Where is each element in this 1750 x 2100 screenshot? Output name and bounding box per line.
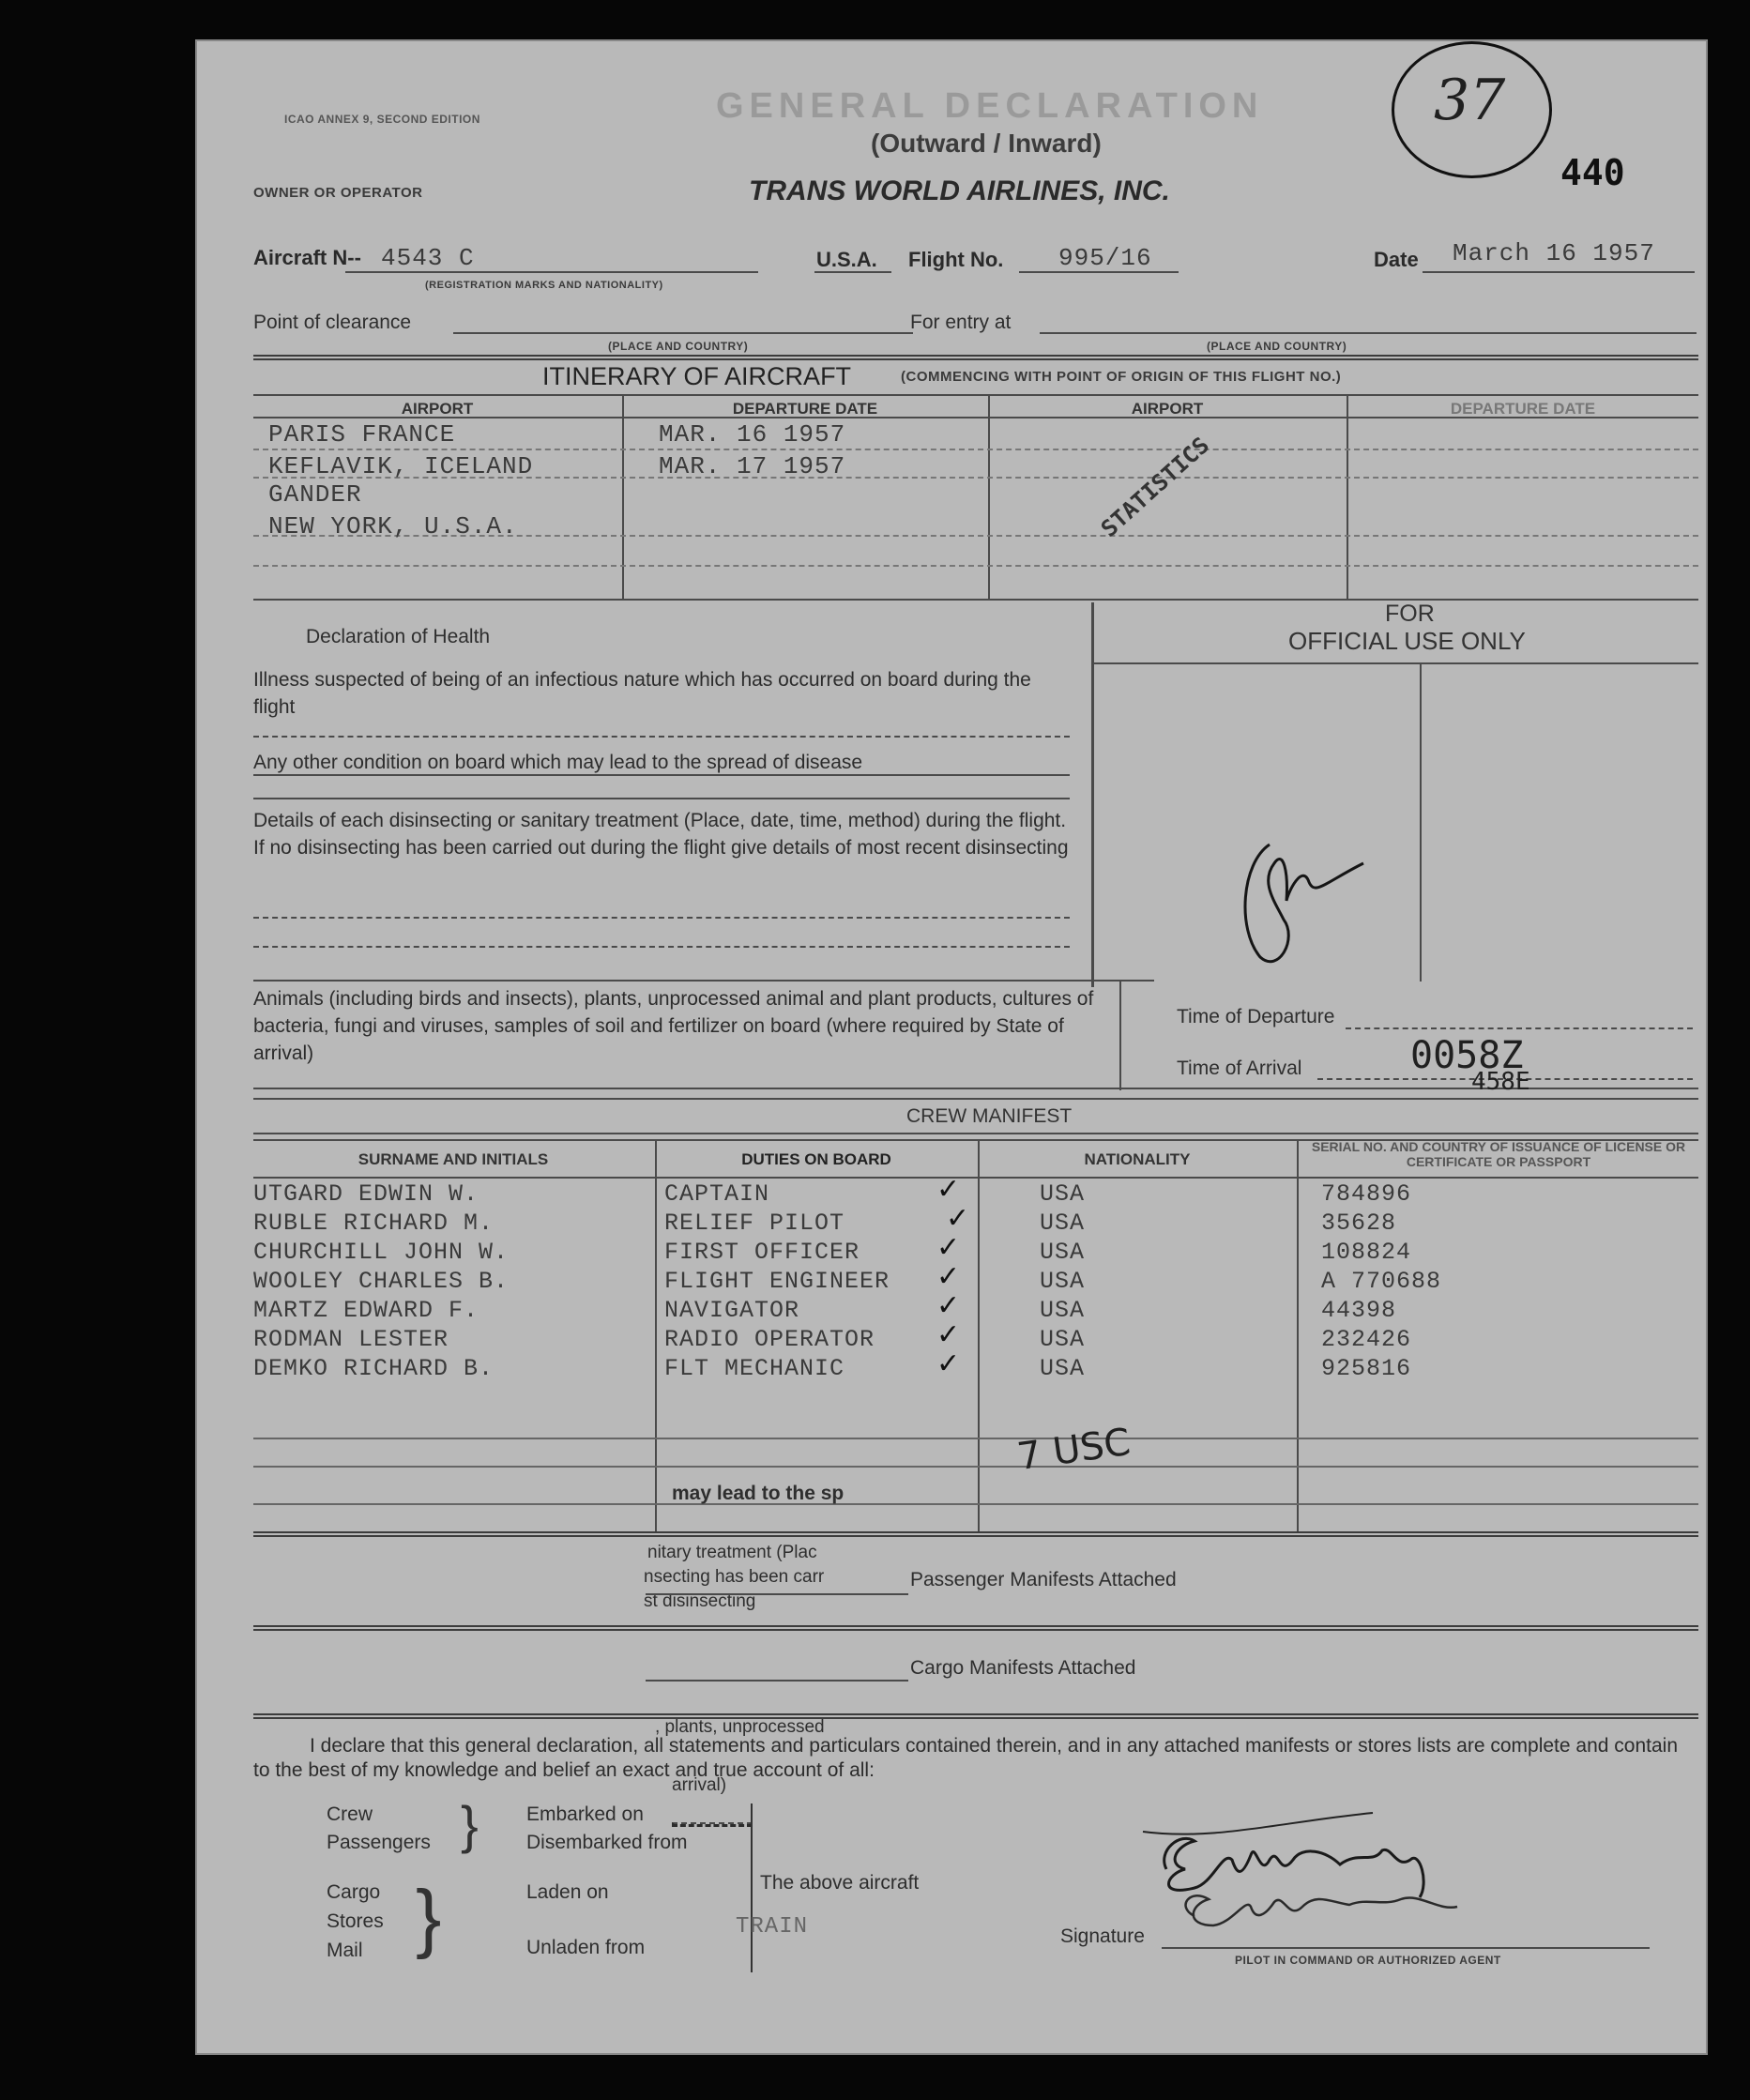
itinerary-row: GANDER	[268, 480, 362, 509]
form-reference: ICAO ANNEX 9, SECOND EDITION	[284, 113, 480, 126]
bleed-text-3: st disinsecting	[644, 1591, 756, 1611]
crew-cell-serial: 35628	[1321, 1210, 1397, 1237]
form-title: GENERAL DECLARATION	[716, 86, 1264, 126]
bleed-text-1: nitary treatment (Plac	[647, 1543, 817, 1562]
crew-cell-nat: USA	[1040, 1297, 1086, 1324]
embarked-label: Embarked on	[526, 1803, 644, 1825]
crew-cell-name: RUBLE RICHARD M.	[253, 1210, 495, 1237]
flight-number: 995/16	[1058, 244, 1152, 272]
crew-cell-duty: RELIEF PILOT	[664, 1210, 845, 1237]
crew-cell-name: MARTZ EDWARD F.	[253, 1297, 479, 1324]
crew-cell-nat: USA	[1040, 1355, 1086, 1382]
entry-sublabel: (PLACE AND COUNTRY)	[1207, 340, 1347, 353]
crew-cell-serial: 232426	[1321, 1326, 1412, 1353]
aircraft-label: Aircraft N--	[253, 246, 361, 269]
crew-col-duty: DUTIES ON BOARD	[741, 1150, 891, 1168]
crew-cell-serial: 784896	[1321, 1180, 1412, 1208]
country-label: U.S.A.	[816, 248, 877, 271]
health-title: Declaration of Health	[306, 626, 491, 647]
statistics-stamp: STATISTICS	[1096, 432, 1215, 542]
crew-cell-name: RODMAN LESTER	[253, 1326, 449, 1353]
crew-cell-name: CHURCHILL JOHN W.	[253, 1239, 510, 1266]
stores-option: Stores	[327, 1910, 384, 1932]
check-mark-icon: ✓	[936, 1290, 961, 1321]
circled-number: 37	[1434, 68, 1506, 133]
passengers-option: Passengers	[327, 1832, 431, 1853]
clearance-sublabel: (PLACE AND COUNTRY)	[608, 340, 749, 353]
form-subtitle: (Outward / Inward)	[871, 129, 1102, 158]
signature-sublabel: PILOT IN COMMAND OR AUTHORIZED AGENT	[1235, 1954, 1501, 1967]
crew-title: CREW MANIFEST	[906, 1105, 1073, 1127]
declaration-form	[195, 39, 1708, 2055]
col-departure-1: DEPARTURE DATE	[732, 400, 878, 418]
crew-cell-nat: USA	[1040, 1210, 1086, 1237]
crew-col-serial: SERIAL NO. AND COUNTRY OF ISSUANCE OF LICENSE OR CERTIFICATE OR PASSPORT	[1311, 1139, 1686, 1169]
col-airport-2: AIRPORT	[1131, 400, 1204, 418]
crew-cell-nat: USA	[1040, 1268, 1086, 1295]
crew-cell-name: DEMKO RICHARD B.	[253, 1355, 495, 1382]
operator-name: TRANS WORLD AIRLINES, INC.	[749, 175, 1170, 206]
official-initials-signature	[1232, 826, 1420, 976]
crew-cell-serial: 925816	[1321, 1355, 1412, 1382]
health-question-1: Illness suspected of being of an infectious nature which has occurred on board during the flight	[253, 669, 1031, 718]
date-value: March 16 1957	[1453, 239, 1655, 267]
itinerary-date: MAR. 16 1957	[659, 420, 846, 449]
itinerary-row: NEW YORK, U.S.A.	[268, 512, 518, 540]
crew-cell-duty: FLT MECHANIC	[664, 1355, 845, 1382]
itinerary-date: MAR. 17 1957	[659, 452, 846, 480]
cargo-manifests-label: Cargo Manifests Attached	[910, 1657, 1136, 1679]
bleed-through-text: may lead to the sp	[672, 1483, 845, 1504]
crew-total-note: 7 USC	[1014, 1420, 1134, 1480]
crew-cell-duty: FLIGHT ENGINEER	[664, 1268, 890, 1295]
laden-label: Laden on	[526, 1881, 609, 1903]
arrival-time-note: 458E	[1471, 1068, 1530, 1096]
check-mark-icon: ✓	[946, 1203, 970, 1234]
crew-cell-nat: USA	[1040, 1326, 1086, 1353]
crew-col-name: SURNAME AND INITIALS	[358, 1150, 549, 1168]
health-question-2: Any other condition on board which may lead to the spread of disease	[253, 752, 863, 773]
check-mark-icon: ✓	[936, 1261, 961, 1292]
crew-cell-duty: FIRST OFFICER	[664, 1239, 860, 1266]
col-departure-2: DEPARTURE DATE	[1450, 400, 1596, 418]
page-number: 440	[1560, 152, 1625, 193]
entry-label: For entry at	[910, 312, 1012, 333]
crew-cell-nat: USA	[1040, 1180, 1086, 1208]
crew-option: Crew	[327, 1803, 373, 1825]
signature-label: Signature	[1060, 1925, 1145, 1947]
clearance-label: Point of clearance	[253, 312, 412, 333]
arrival-time-label: Time of Arrival	[1177, 1058, 1302, 1079]
crew-col-nationality: NATIONALITY	[1084, 1150, 1191, 1168]
health-question-4: Animals (including birds and insects), plants, unprocessed animal and plant products, cultures of bacteria, fungi and viruses, samples of soil and fertilizer on board (where required by State of arrival)	[253, 988, 1094, 1064]
official-title-2: OFFICIAL USE ONLY	[1288, 627, 1526, 655]
flight-label: Flight No.	[908, 248, 1004, 271]
above-aircraft-label: The above aircraft	[760, 1872, 920, 1894]
bleed-text-4: , plants, unprocessed	[655, 1717, 825, 1737]
itinerary-title: ITINERARY OF AIRCRAFT	[542, 362, 852, 390]
departure-time-label: Time of Departure	[1177, 1006, 1335, 1027]
disembarked-label: Disembarked from	[526, 1832, 688, 1853]
check-mark-icon: ✓	[936, 1348, 961, 1379]
crew-cell-serial: 108824	[1321, 1239, 1412, 1266]
check-mark-icon: ✓	[936, 1174, 961, 1205]
pilot-signature	[1138, 1794, 1542, 1963]
brace-icon: }	[461, 1795, 479, 1854]
train-stamp: TRAIN	[736, 1914, 809, 1940]
aircraft-registration: 4543 C	[381, 244, 475, 272]
crew-cell-name: WOOLEY CHARLES B.	[253, 1268, 510, 1295]
health-question-3: Details of each disinsecting or sanitary treatment (Place, date, time, method) during the flight. If no disinsecting has been carried out during the flight give details of most recent disinsecting	[253, 810, 1069, 859]
crew-cell-serial: 44398	[1321, 1297, 1397, 1324]
crew-cell-duty: NAVIGATOR	[664, 1297, 800, 1324]
registration-note: (REGISTRATION MARKS AND NATIONALITY)	[425, 280, 663, 291]
bleed-text-5: arrival)	[672, 1775, 727, 1795]
crew-cell-nat: USA	[1040, 1239, 1086, 1266]
crew-cell-duty: CAPTAIN	[664, 1180, 770, 1208]
check-mark-icon: ✓	[936, 1319, 961, 1350]
owner-label: OWNER OR OPERATOR	[253, 185, 423, 201]
crew-cell-name: UTGARD EDWIN W.	[253, 1180, 479, 1208]
date-label: Date	[1374, 248, 1419, 271]
col-airport-1: AIRPORT	[401, 400, 474, 418]
cargo-option: Cargo	[327, 1881, 381, 1903]
bleed-text-2: nsecting has been carr	[644, 1567, 825, 1587]
itinerary-note: (COMMENCING WITH POINT OF ORIGIN OF THIS FLIGHT NO.)	[901, 369, 1342, 385]
official-title-1: FOR	[1385, 601, 1435, 627]
check-mark-icon: ✓	[936, 1232, 961, 1263]
itinerary-row: PARIS FRANCE	[268, 420, 456, 449]
unladen-label: Unladen from	[526, 1937, 646, 1958]
crew-cell-duty: RADIO OPERATOR	[664, 1326, 875, 1353]
brace-icon: }	[416, 1875, 442, 1960]
itinerary-row: KEFLAVIK, ICELAND	[268, 452, 534, 480]
crew-cell-serial: A 770688	[1321, 1268, 1442, 1295]
declaration-statement: I declare that this general declaration, all statements and particulars contained therein, and in any attached manifests or stores lists are complete and contain to the best of my knowledge and belief an exact and true account of all:	[253, 1735, 1678, 1781]
passenger-manifests-label: Passenger Manifests Attached	[910, 1569, 1177, 1590]
arrival-time-value: 0058Z	[1410, 1034, 1524, 1077]
mail-option: Mail	[327, 1940, 363, 1961]
